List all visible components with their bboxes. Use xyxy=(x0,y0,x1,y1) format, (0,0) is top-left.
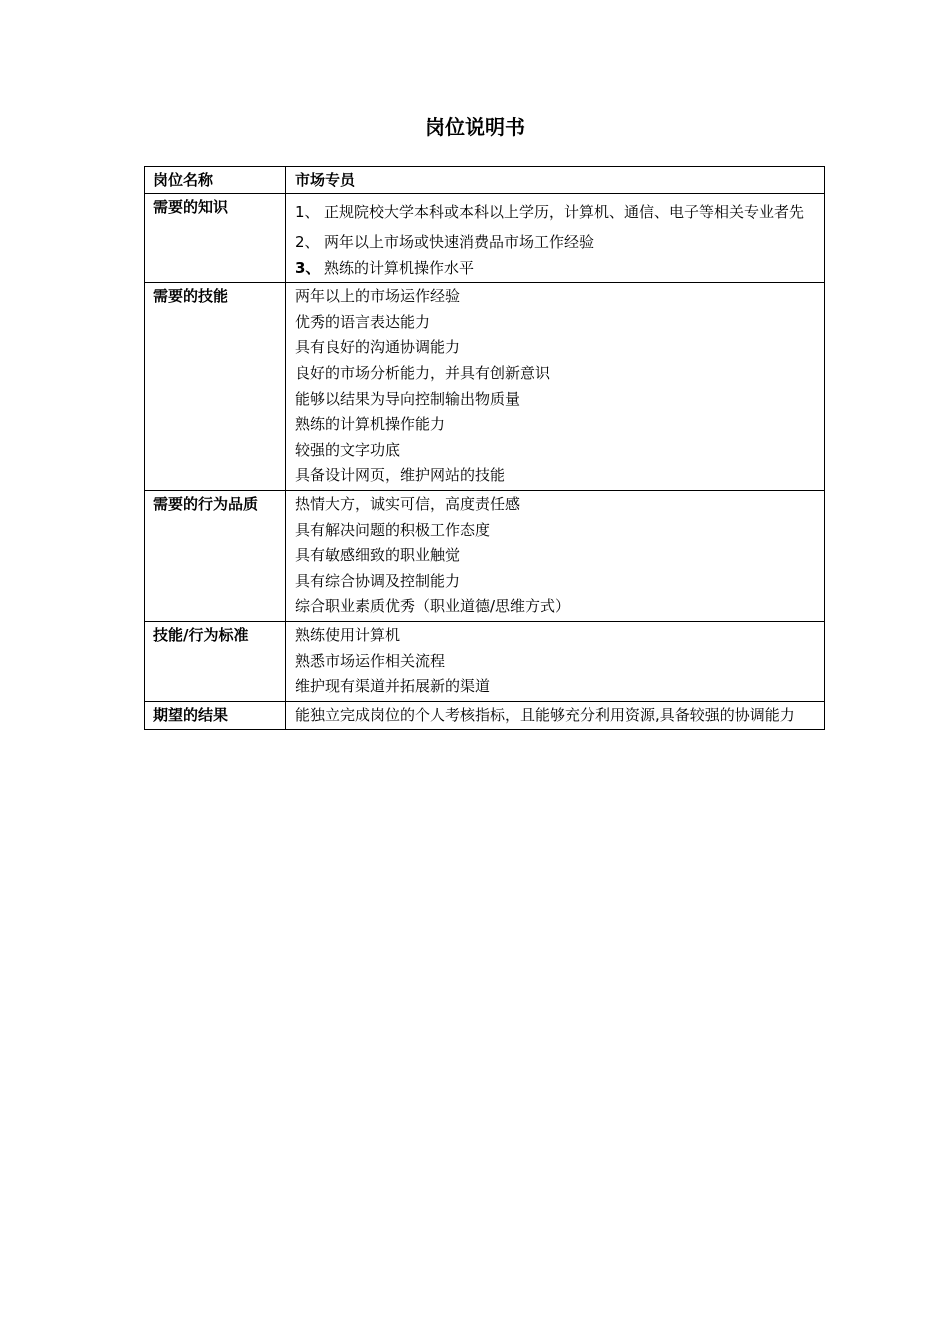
results-label: 期望的结果 xyxy=(145,701,286,730)
skills-label: 需要的技能 xyxy=(145,283,286,491)
position-name-value: 市场专员 xyxy=(286,167,825,194)
list-item xyxy=(295,256,816,282)
list-item: 熟练使用计算机 xyxy=(295,625,401,644)
standards-content xyxy=(286,621,825,701)
item-number: 1、 xyxy=(295,203,320,221)
knowledge-label: 需要的知识 xyxy=(145,194,286,283)
item-number: 2、 xyxy=(295,233,320,251)
knowledge-content xyxy=(286,194,825,283)
list-item: 熟悉市场运作相关流程 xyxy=(295,651,446,670)
table-row xyxy=(145,701,825,730)
results-text: 能独立完成岗位的个人考核指标，且能够充分利用资源,具备较强的协调能力 xyxy=(295,705,795,724)
item-number: 3、 xyxy=(295,258,321,277)
list-item: 能够以结果为导向控制输出物质量 xyxy=(295,389,521,408)
list-item: 良好的市场分析能力，并具有创新意识 xyxy=(295,363,551,382)
list-item: 较强的文字功底 xyxy=(295,440,401,459)
skills-content xyxy=(286,283,825,491)
results-content xyxy=(286,701,825,730)
list-item: 熟练的计算机操作能力 xyxy=(295,415,446,434)
list-item: 具有敏感细致的职业触觉 xyxy=(295,546,461,565)
list-item xyxy=(295,195,816,229)
list-item: 优秀的语言表达能力 xyxy=(295,312,431,331)
list-item xyxy=(295,230,816,256)
table-row xyxy=(145,490,825,621)
item-text: 熟练的计算机操作水平 xyxy=(324,258,475,277)
item-text: 两年以上市场或快速消费品市场工作经验 xyxy=(324,233,595,251)
list-item: 维护现有渠道并拓展新的渠道 xyxy=(295,677,491,696)
behavior-label: 需要的行为品质 xyxy=(145,490,286,621)
list-item: 综合职业素质优秀（职业道德/思维方式） xyxy=(295,597,571,616)
table-row xyxy=(145,167,825,194)
table-row xyxy=(145,283,825,491)
job-description-table xyxy=(144,166,825,730)
standards-label: 技能/行为标准 xyxy=(145,621,286,701)
list-item: 具有解决问题的积极工作态度 xyxy=(295,520,491,539)
list-item: 热情大方，诚实可信，高度责任感 xyxy=(295,494,521,513)
behavior-content xyxy=(286,490,825,621)
list-item: 两年以上的市场运作经验 xyxy=(295,287,461,306)
list-item: 具有良好的沟通协调能力 xyxy=(295,338,461,357)
list-item: 具有综合协调及控制能力 xyxy=(295,571,461,590)
page-title: 岗位说明书 xyxy=(425,115,525,139)
item-text: 正规院校大学本科或本科以上学历，计算机、通信、电子等相关专业者先 xyxy=(324,203,805,221)
table-row xyxy=(145,194,825,283)
table-row xyxy=(145,621,825,701)
position-name-label: 岗位名称 xyxy=(145,167,286,194)
list-item: 具备设计网页，维护网站的技能 xyxy=(295,466,506,485)
